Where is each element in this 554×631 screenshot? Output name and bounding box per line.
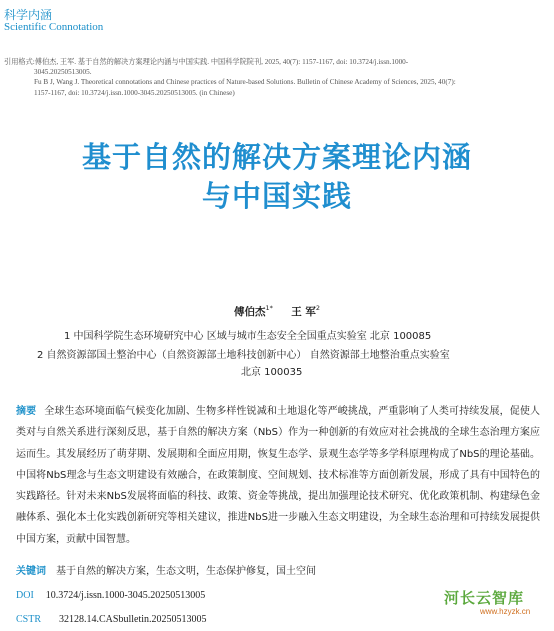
author-name: 傅伯杰 [234, 306, 266, 318]
keywords-text: 基于自然的解决方案，生态文明，生态保护修复，国土空间 [56, 566, 316, 577]
abstract-label: 摘要 [16, 406, 37, 417]
cstr-label: CSTR [16, 614, 42, 625]
citation-en-line1: Fu B J, Wang J. Theoretical connotations and Chinese practices of Nature-based Solutions. Bulletin of Chinese Academy of Sciences, 2025, 40(7): [34, 78, 456, 87]
author-affiliation-mark: 2 [315, 304, 320, 312]
cstr-block [16, 614, 207, 625]
paper-title-line2: 与中国实践 [201, 179, 352, 213]
author-affiliation-mark: 1* [265, 304, 273, 312]
section-label-cn: 科学内涵 [4, 8, 53, 22]
doi-label: DOI [16, 590, 34, 601]
author-list [0, 304, 554, 319]
watermark-url: www.hzyzk.cn [480, 607, 531, 616]
affiliation-2-city: 北京 100035 [241, 367, 303, 378]
abstract-block [16, 401, 540, 550]
citation-cn-line1: 傅伯杰, 王军. 基于自然的解决方案理论内涵与中国实践. 中国科学院院刊, 2025, 40(7): 1157-1167, doi: 10.3724/j.issn.1000- [34, 58, 409, 66]
doi-block [16, 590, 205, 601]
doi-link[interactable]: 10.3724/j.issn.1000-3045.20250513005 [45, 590, 206, 601]
author-name: 王 军 [291, 306, 316, 318]
paper-title-line1: 基于自然的解决方案理论内涵 [81, 140, 472, 174]
citation-label: 引用格式: [4, 58, 35, 66]
affiliation-2: 2 自然资源部国土整治中心（自然资源部土地科技创新中心） 自然资源部土地整治重点实验室 [37, 350, 450, 361]
citation-en-line2: 1157-1167, doi: 10.3724/j.issn.1000-3045.20250513005. (in Chinese) [34, 88, 235, 97]
citation-block [4, 57, 550, 98]
watermark-logo-text: 河长云智库 [444, 589, 525, 607]
section-label-en: Scientific Connotation [4, 21, 104, 33]
affiliation-1: 1 中国科学院生态环境研究中心 区域与城市生态安全全国重点实验室 北京 100085 [64, 331, 432, 342]
citation-cn-line2: 3045.20250513005. [34, 68, 92, 77]
cstr-value: 32128.14.CASbulletin.20250513005 [59, 614, 207, 625]
keywords-label: 关键词 [16, 566, 46, 577]
keywords-block [16, 562, 316, 577]
abstract-text: 全球生态环境面临气候变化加剧、生物多样性锐减和土地退化等严峻挑战，严重影响了人类可持续发展，促使人类对与自然关系进行深刻反思，基于自然的解决方案（NbS）作为一种创新的有效应对社会挑战的全球生态治理方案应运而生。其发展经历了萌芽期、发展期和全面应用期，恢复生态学、景观生态学等多学科原理构成了NbS的理论基础。中国将NbS理念与生态文明建设有效融合，在政策制度、空间规划、技术标准等方面创新发展，形成了具有中国特色的实践路径。针对未来NbS发展将面临的科技、政策、资金等挑战，提出加强理论技术研究、优化政策机制、构建绿色金融体系、强化本土化实践创新研究等相关建议，推进NbS进一步融入生态文明建设，为全球生态治理和可持续发展提供中国方案，贡献中国智慧。 [16, 406, 541, 545]
